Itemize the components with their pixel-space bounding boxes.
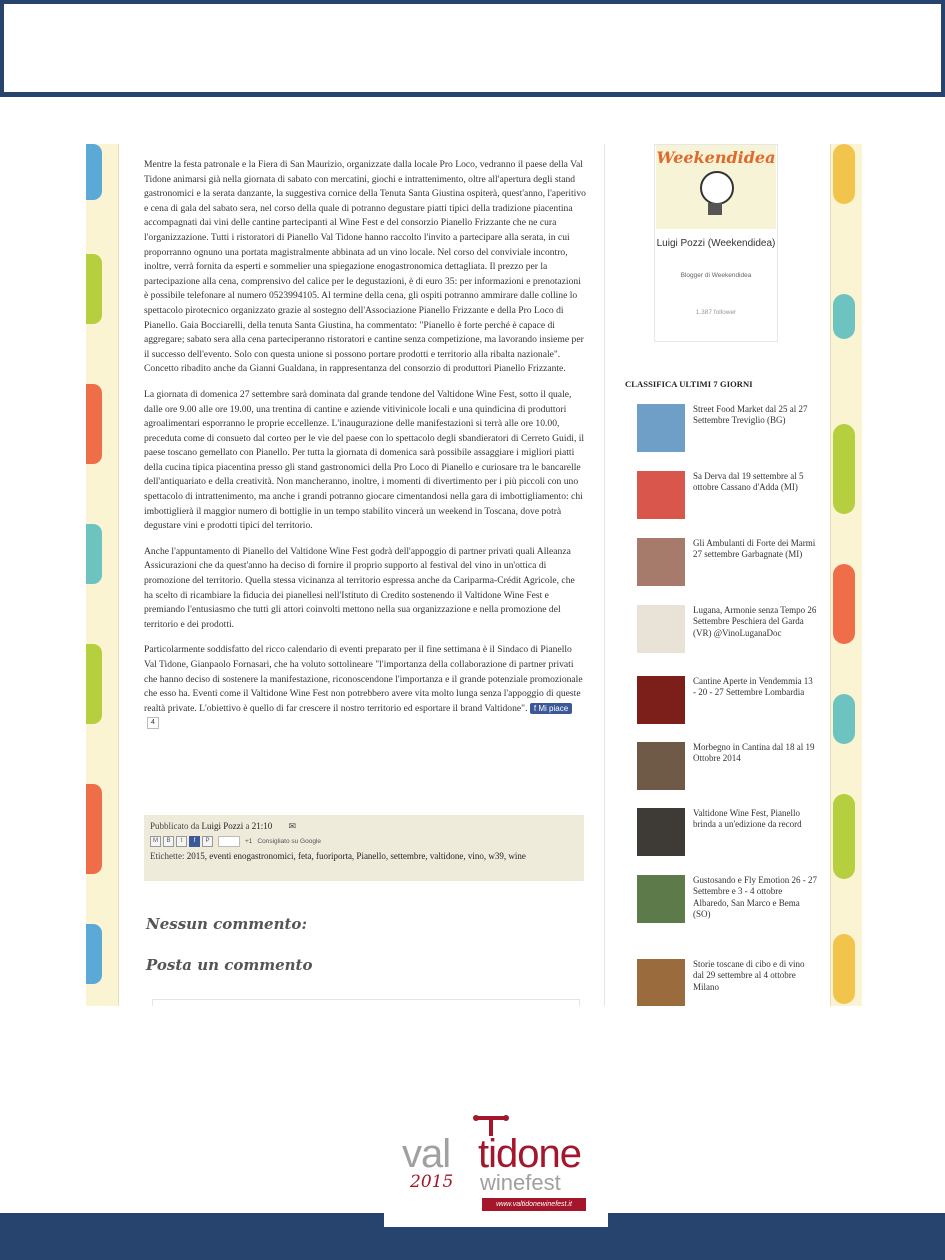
post-paragraph: Anche l'appuntamento di Pianello del Valtidone Wine Fest godrà dell'appoggio di partner privati quali Alleanza Assicurazioni che da quest'anno ha deciso di fornire il proprio supporto al festival del vino in un'ottica di promozione del territorio. Quella stessa vicinanza al territorio espressa anche da Cariparma-Crédit Agricole, che ha scelto di ricambiare la fiducia dei pianellesi nell'Istituto di Credito sostenendo il Valtidone Wine Fest e premiando l'entusiasmo che tutti gli attori coinvolti mettono nella sua organizzazione e nella promozione del territorio e dei prodotti.: [144, 545, 575, 630]
published-line: [150, 820, 578, 833]
post-body: [144, 158, 586, 742]
comment-form-box[interactable]: [152, 999, 580, 1006]
ranking-item-title: Cantine Aperte in Vendemmia 13 - 20 - 27 Settembre Lombardia: [693, 676, 813, 698]
follower-widget[interactable]: [654, 144, 778, 342]
ranking-item[interactable]: [637, 404, 817, 452]
ranking-item-title: Valtidone Wine Fest, Pianello brinda a un'edizione da record: [693, 808, 802, 830]
ranking-item[interactable]: [637, 538, 817, 586]
facebook-icon: f: [533, 704, 537, 714]
like-label: Mi piace: [538, 704, 569, 714]
logo-winefest: winefest: [480, 1170, 561, 1195]
share-email-icon[interactable]: M: [150, 836, 161, 847]
follower-name: Luigi Pozzi (Weekendidea): [656, 238, 776, 249]
decorative-strip-right: [830, 144, 862, 1006]
published-prefix: Pubblicato da: [150, 821, 200, 831]
ranking-item[interactable]: [637, 875, 817, 923]
post-paragraph: [144, 643, 586, 731]
share-toolbar: [150, 835, 578, 848]
ranking-title: CLASSIFICA ULTIMI 7 GIORNI: [625, 379, 753, 389]
post-paragraph: Mentre la festa patronale e la Fiera di San Maurizio, organizzate dalla locale Pro Loco, vedranno il paese della Val Tidone animarsi già nella giornata di sabato con mercatini, giochi e intrattenimento, oltre all'apertura degli stand gastronomici e la serata danzante, la suggestiva cornice della Tenuta Santa Giustina ospiterà, quest'anno, l'aperitivo e cena di gala del sabato sera, nel corso della quale di potranno degustare piatti tipici della tradizione piacentina accompagnati dai vini delle cantine partecipanti al Wine Fest e del consorzio Pianello Frizzante che ne cura l'organizzazione. Tutti i ristoratori di Pianello Val Tidone hanno raccolto l'invito a partecipare alla serata, in cui proporranno ognuno una portata magistralmente abbinata ad un vino locale. Nel corso del conviviale incontro, inoltre, verrà fornita da esperti e sommelier una spiegazione enogastronomica dettagliata. Il prezzo per la partecipazione alla cena, comprensivo del calice per le degustazioni, è di euro 35: per informazioni e prenotazioni è possibile telefonare al numero 0523994105. Al termine della cena, gli ospiti potranno ammirare dalle colline lo spettacolo pirotecnico organizzato grazie al sostegno dell'Associazione Pianello Frizzante e della Pro Loco di Pianello. Gaia Bocciarelli, della tenuta Santa Giustina, ha commentato: "Pianello è forte perché è capace di aggregare; sabato sera alla cena parteciperanno ristoratori e cantine senza competizione, ma lavorando insieme per il successo dell'evento. Solo con questa unione si possono portare prodotti e territorio alla ribalta nazionale". Concetto ribadito anche da Gianni Gualdana, in rappresentanza del consorzio di produttori Pianello Frizzante.: [144, 159, 586, 375]
knife-icon: [833, 564, 855, 644]
ranking-item[interactable]: [637, 605, 817, 653]
ranking-item-title: Storie toscane di cibo e di vino dal 29 settembre al 4 ottobre Milano: [693, 959, 805, 992]
fork-icon: [833, 424, 855, 514]
ranking-item-title: Gustosando e Fly Emotion 26 - 27 Settembre e 3 - 4 ottobre Albaredo, San Marco e Bema (SO): [693, 875, 817, 920]
ranking-item-title: Street Food Market dal 25 al 27 Settembre Treviglio (BG): [693, 404, 808, 426]
share-facebook-icon[interactable]: f: [189, 836, 200, 847]
spoon-icon: [86, 524, 102, 584]
ranking-item[interactable]: [637, 808, 817, 856]
email-post-icon[interactable]: ✉: [288, 821, 297, 831]
ranking-item[interactable]: [637, 742, 817, 790]
logo-val: val: [402, 1132, 451, 1176]
comments-heading: Nessun commento:: [146, 915, 307, 933]
knife-icon: [833, 934, 855, 1004]
logo-url: www.valtidonewinefest.it: [482, 1198, 586, 1211]
at-label: a: [245, 821, 250, 831]
spoon-icon: [833, 694, 855, 744]
ranking-thumbnail: [637, 471, 685, 519]
author-link[interactable]: Luigi Pozzi: [201, 821, 244, 831]
post-footer: [144, 815, 584, 881]
fork-icon: [833, 794, 855, 879]
spoon-icon: [86, 924, 102, 984]
ranking-thumbnail: [637, 676, 685, 724]
sidebar-divider: [604, 144, 605, 1006]
fork-icon: [86, 644, 102, 724]
post-paragraph-text: Particolarmente soddisfatto del ricco calendario di eventi preparato per il fine settimana è il Sindaco di Pianello Val Tidone, Gianpaolo Fornasari, che ha voluto sottolineare "l'importanza della collaborazione di partner privati che hanno deciso di sostenere la manifestazione, riconoscendone l'importanza e il grande potenziale promozionale che esso ha. Eventi come il Valtidone Wine Fest non potrebbero avere vita molto lunga senza l'appoggio di queste realtà private. L'obiettivo è quello di far crescere il nostro territorio ed esportare il brand Valtidone".: [144, 644, 583, 714]
labels-prefix: Etichette:: [150, 851, 185, 861]
follower-count: 1.387 follower: [695, 309, 737, 316]
ranking-item-title: Morbegno in Cantina dal 18 al 19 Ottobre 2014: [693, 742, 815, 764]
lightbulb-base: [708, 203, 722, 215]
fork-icon: [86, 254, 102, 324]
logo-year: 2015: [410, 1172, 454, 1192]
share-twitter-icon[interactable]: t: [176, 836, 187, 847]
spoon-icon: [86, 144, 102, 200]
facebook-like-button[interactable]: [530, 703, 572, 714]
follower-banner: [656, 145, 776, 229]
follower-role: Blogger di Weekendidea: [680, 272, 752, 279]
post-comment-heading: Posta un commento: [146, 956, 313, 974]
post-paragraph: La giornata di domenica 27 settembre sarà dominata dal grande tendone del Valtidone Wine Fest, sotto il quale, dalle ore 9.00 alle ore 19.00, una trentina di cantine e aziende vitivinicole locali e una quindicina di produttori agroalimentari esporranno le proprie eccellenze. L'inaugurazione delle manifestazioni si terrà alle ore 10.00, preceduta come di consueto dal corteo per le vie del paese con lo spettacolo degli sbandieratori di Cerreto Guidi, il paese toscano gemellato con Pianello. Per tutta la giornata di domenica sarà possibile assaggiare i migliori piatti della cucina tipica piacentina presso gli stand gastronomici della Pro Loco di Pianello e curiosare tra le bancarelle dell'antiquariato e della creatività. Non mancheranno, inoltre, i momenti di divertimento per i più piccoli con uno spettacolo di intrattenimento, ma anche i grandi potranno giocare cimentandosi nella gara di imbottigliamento: chi imbottiglierà il maggior numero di bottiglie in un tempo stabilito vincerà un weekend in Toscana, dove potrà degustare vini e prodotti tipici del territorio.: [144, 388, 585, 532]
ranking-thumbnail: [637, 538, 685, 586]
share-pinterest-icon[interactable]: P: [202, 836, 213, 847]
lightbulb-icon: [700, 171, 734, 205]
post-time-link[interactable]: 21:10: [251, 821, 273, 831]
blog-screenshot: [86, 144, 862, 1006]
ranking-item-title: Gli Ambulanti di Forte dei Marmi 27 settembre Garbagnate (MI): [693, 538, 816, 560]
ranking-thumbnail: [637, 404, 685, 452]
header-frame: [0, 0, 945, 97]
gplus-count: +1: [245, 838, 253, 845]
labels-line: [150, 850, 578, 863]
follower-brand: Weekendidea: [656, 148, 776, 167]
share-blog-icon[interactable]: B: [163, 836, 174, 847]
gplus-label: Consigliato su Google: [257, 838, 322, 845]
ranking-item[interactable]: [637, 676, 817, 724]
like-count: 4: [147, 717, 159, 729]
labels-links[interactable]: 2015, eventi enogastronomici, feta, fuoriporta, Pianello, settembre, valtidone, vino, w39, wine: [186, 851, 526, 861]
decorative-strip-left: [86, 144, 119, 1006]
ranking-item[interactable]: [637, 471, 817, 519]
ranking-thumbnail: [637, 959, 685, 1006]
ranking-item[interactable]: [637, 959, 817, 1006]
knife-icon: [86, 784, 102, 874]
valtidone-logo: [384, 1110, 608, 1227]
logo-tidone: tidone: [478, 1132, 581, 1176]
gplus-button[interactable]: [218, 836, 240, 847]
ranking-item-title: Lugana, Armonie senza Tempo 26 Settembre Peschiera del Garda (VR) @VinoLuganaDoc: [693, 605, 817, 638]
ranking-thumbnail: [637, 808, 685, 856]
knife-icon: [833, 144, 855, 204]
ranking-thumbnail: [637, 875, 685, 923]
ranking-thumbnail: [637, 605, 685, 653]
knife-icon: [86, 384, 102, 464]
ranking-thumbnail: [637, 742, 685, 790]
spoon-icon: [833, 294, 855, 339]
ranking-item-title: Sa Derva dal 19 settembre al 5 ottobre Cassano d'Adda (MI): [693, 471, 804, 493]
